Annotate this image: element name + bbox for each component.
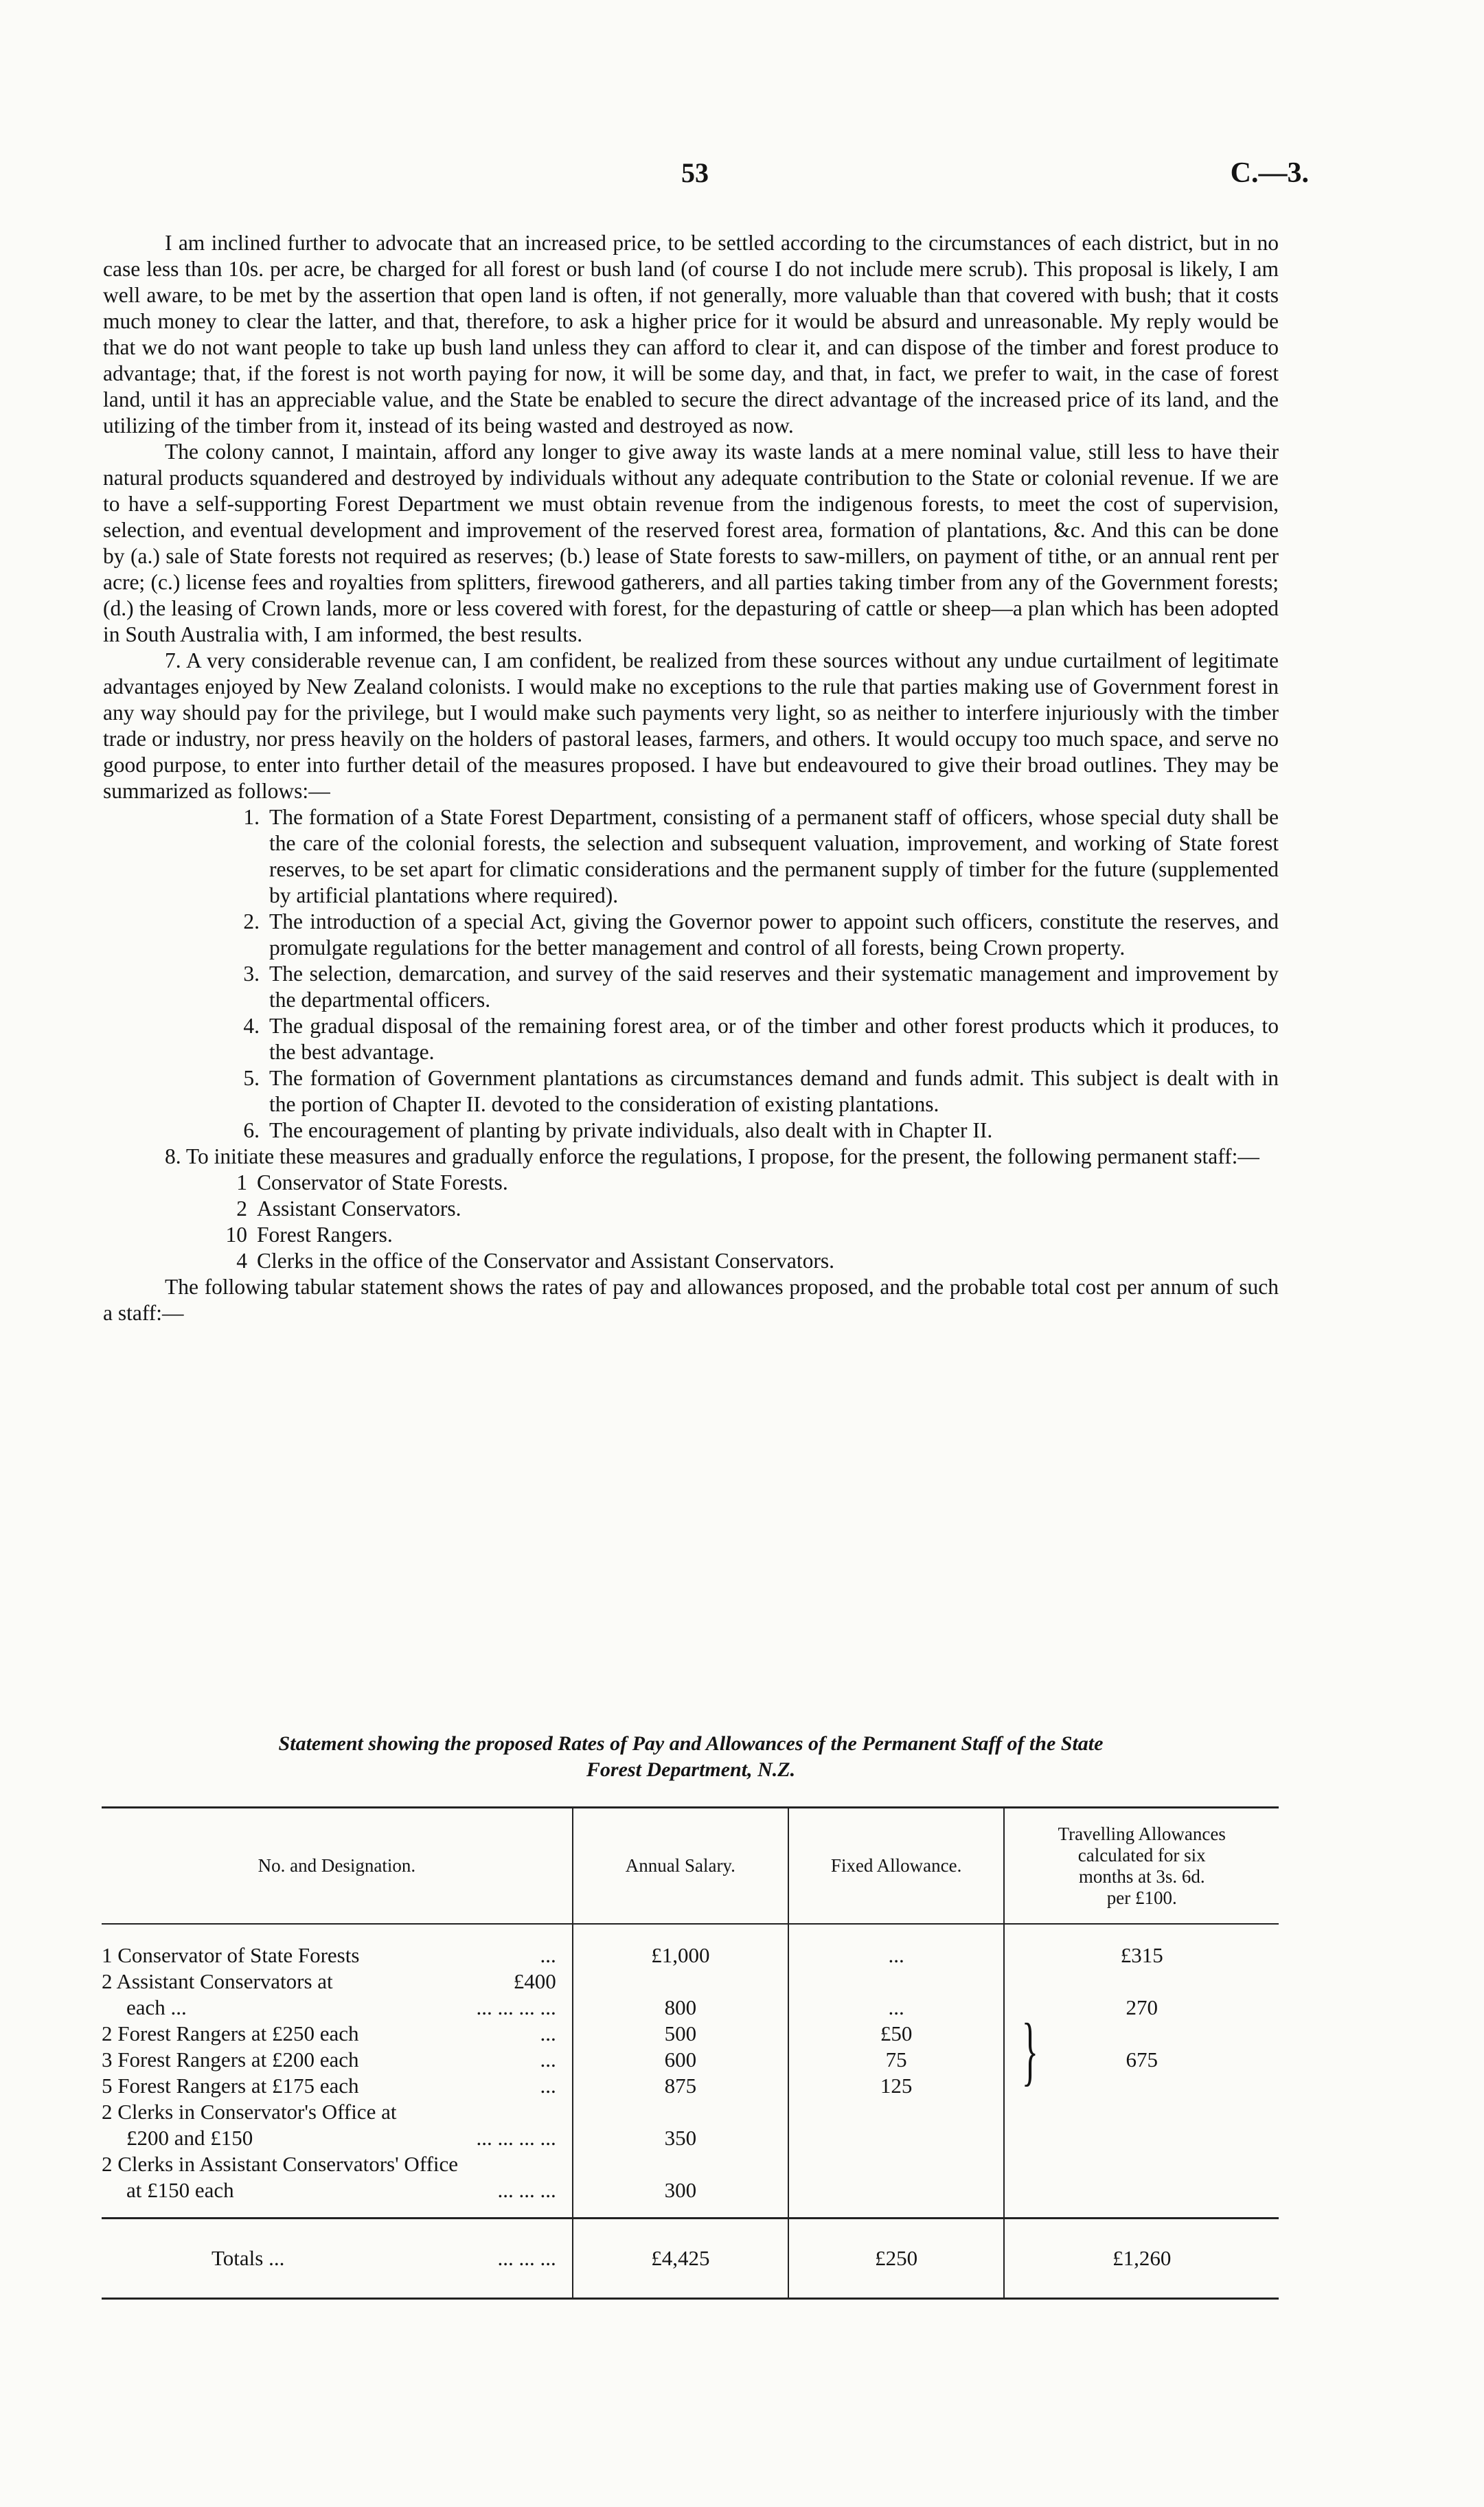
staff-list (103, 1170, 1279, 1274)
salary-cell: £1,000 800 500 600 875 350 300 (573, 1924, 788, 2219)
table-row: 1 Conservator of State Forests ... (102, 1943, 556, 1967)
column-header-travelling: Travelling Allowances calculated for six months at 3s. 6d. per £100. (1004, 1808, 1279, 1925)
paragraph-land-price: I am inclined further to advocate that an increased price, to be settled according to the circumstances of each district, but in no case less than 10s. per acre, be charged for all forest or bush land (of course I do not include mere scrub). This proposal is likely, I am well aware, to be met by the assertion that open land is often, if not generally, more valuable than that covered with bush; that it costs much money to clear the latter, and that, therefore, to ask a higher price for it would be absurd and unreasonable. My reply would be that we do not want people to take up bush land unless they can afford to clear it, and can dispose of the timber and forest produce to advantage; that, if the forest is not worth paying for now, it will be some day, and that, in fact, we prefer to wait, in the case of forest land, until it has an appreciable value, and the State be enabled to secure the direct advantage of the increased price of its land, and the utilizing of the timber from it, instead of its being wasted and destroyed as now. (103, 231, 1279, 438)
statement-title: Statement showing the proposed Rates of Pay and Allowances of the Permanent Staff of the State Forest Department, N.Z. (278, 1732, 1104, 1781)
travelling-allowance-cell: £315 270 675 } (1004, 1924, 1279, 2219)
table-row: each ... ... ... ... ... (126, 1995, 556, 2019)
total-salary: £4,425 (573, 2219, 788, 2299)
list-item: 4. The gradual disposal of the remaining forest area, or of the timber and other forest products which it produces, to the best advantage. (243, 1014, 1279, 1064)
table-row: 2 Clerks in Conservator's Office at (102, 2100, 397, 2124)
column-header-salary: Annual Salary. (573, 1808, 788, 1925)
table-row: 5 Forest Rangers at £175 each ... (102, 2074, 556, 2098)
fixed-allowance-cell: ... ... £50 75 125 (788, 1924, 1005, 2219)
list-item: 2 Assistant Conservators. (236, 1196, 461, 1221)
list-item: 1 Conservator of State Forests. (236, 1170, 508, 1194)
column-header-designation: No. and Designation. (102, 1808, 573, 1925)
table-header-row (102, 1808, 1279, 1925)
table-row: 3 Forest Rangers at £200 each ... (102, 2047, 556, 2072)
paragraph-7: 7. A very considerable revenue can, I am confident, be realized from these sources without any undue curtailment of legitimate advantages enjoyed by New Zealand colonists. I would make no exceptions to the rule that parties making use of Government forest in any way should pay for the privilege, but I would make such payments very light, so as neither to interfere injuriously with the timber trade or industry, nor press heavily on the holders of pastoral leases, farmers, and others. It would occupy too much space, and serve no good purpose, to enter into further detail of the measures proposed. I have but endeavoured to give their broad outlines. They may be summarized as follows:— (103, 648, 1279, 803)
totals-label-cell: Totals ... ... ... ... (102, 2219, 573, 2299)
list-item: 4 Clerks in the office of the Conservator and Assistant Conservators. (236, 1249, 835, 1273)
table-body-row (102, 1924, 1279, 2219)
measures-list (103, 804, 1279, 1144)
paragraph-revenue: The colony cannot, I maintain, afford any longer to give away its waste lands at a mere nominal value, still less to have their natural products squandered and destroyed by individuals without any adequate contribution to the State or colonial revenue. If we are to have a self-supporting Forest Department we must obtain revenue from the indigenous forests, to meet the cost of supervision, selection, and eventual development and improvement of the reserved forest area, formation of plantations, &c. And this can be done by (a.) sale of State forests not required as reserves; (b.) lease of State forests to saw-millers, on payment of tithe, or an annual rent per acre; (c.) license fees and royalties from splitters, firewood gatherers, and all parties taking timber from any of the Government forests; (d.) the leasing of Crown lands, more or less covered with forest, for the depasturing of cattle or sheep—a plan which has been adopted in South Australia with, I am informed, the best results. (103, 440, 1279, 646)
designation-cell (102, 1924, 573, 2219)
paragraph-tabular-intro: The following tabular statement shows the rates of pay and allowances proposed, and the probable total cost per annum of such a staff:— (103, 1275, 1279, 1325)
total-fixed-allowance: £250 (788, 2219, 1005, 2299)
list-item: 3. The selection, demarcation, and survey of the said reserves and their systematic management and improvement by the departmental officers. (243, 962, 1279, 1012)
list-item: 10 Forest Rangers. (225, 1223, 393, 1247)
table-row: at £150 each ... ... ... (126, 2178, 556, 2202)
table-row: 2 Assistant Conservators at £400 (102, 1969, 556, 1993)
table-row: 2 Forest Rangers at £250 each ... (102, 2021, 556, 2045)
list-item: 1. The formation of a State Forest Department, consisting of a permanent staff of officers, whose special duty shall be the care of the colonial forests, the selection and subsequent valuation, improvement, and working of State forest reserves, to be set apart for climatic considerations and the permanent supply of timber for the future (supplemented by artificial plantations where required). (243, 805, 1279, 907)
table-row: £200 and £150 ... ... ... ... (126, 2126, 556, 2150)
document-reference: C.—3. (1230, 157, 1309, 189)
list-item: 2. The introduction of a special Act, giving the Governor power to appoint such officers, constitute the reserves, and promulgate regulations for the better management and control of all forests, being Crown property. (243, 909, 1279, 960)
brace-icon: } (1022, 2008, 1039, 2094)
staff-table (102, 1806, 1279, 2300)
page-number: 53 (681, 157, 709, 188)
list-item: 6. The encouragement of planting by private individuals, also dealt with in Chapter II. (243, 1118, 993, 1142)
list-item: 5. The formation of Government plantations as circumstances demand and funds admit. This subject is dealt with in the portion of Chapter II. devoted to the consideration of existing plantations. (243, 1066, 1279, 1116)
column-header-fixed: Fixed Allowance. (788, 1808, 1005, 1925)
page-header (0, 157, 1484, 198)
paragraph-8: 8. To initiate these measures and gradually enforce the regulations, I propose, for the present, the following permanent staff:— (165, 1144, 1259, 1168)
body-text (103, 230, 1279, 1326)
total-travelling-allowance: £1,260 (1004, 2219, 1279, 2299)
totals-row (102, 2219, 1279, 2299)
table-row: 2 Clerks in Assistant Conservators' Office (102, 2152, 459, 2176)
